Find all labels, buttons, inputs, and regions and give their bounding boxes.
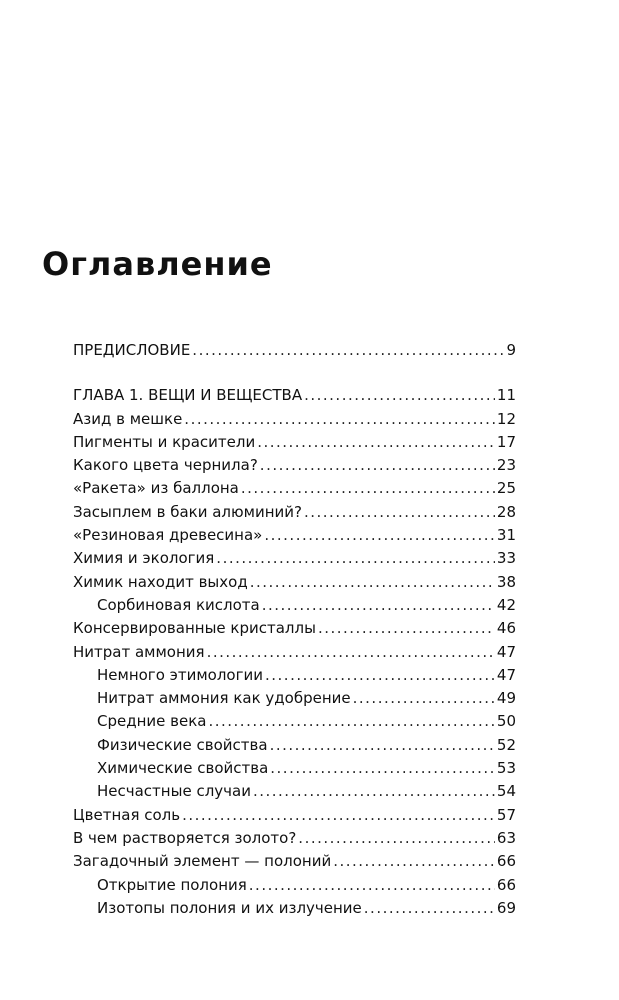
toc-entry-label: Загадочный элемент — полоний: [73, 852, 332, 871]
toc-entry-page: 63: [496, 828, 516, 847]
toc-entry[interactable]: [73, 408, 516, 431]
toc-entry-label: Нитрат аммония: [73, 642, 205, 661]
toc-entry-label: В чем растворяется золото?: [73, 828, 297, 847]
dot-leader: [182, 804, 495, 827]
toc-subentry[interactable]: [73, 897, 516, 920]
toc-entry[interactable]: [73, 571, 516, 594]
dot-leader: [208, 710, 494, 733]
toc-entry[interactable]: [73, 804, 516, 827]
dot-leader: [298, 827, 495, 850]
toc-entry-label: Несчастные случаи: [97, 782, 251, 801]
toc-subentry[interactable]: [73, 780, 516, 803]
dot-leader: [270, 757, 495, 780]
toc-subentry[interactable]: [73, 757, 516, 780]
table-of-contents: [73, 339, 516, 920]
dot-leader: [265, 664, 495, 687]
toc-subentry[interactable]: [73, 710, 516, 733]
dot-leader: [353, 687, 495, 710]
dot-leader: [260, 454, 495, 477]
toc-entry[interactable]: [73, 431, 516, 454]
toc-entry-label: ПРЕДИСЛОВИЕ: [73, 341, 191, 359]
toc-entry[interactable]: [73, 477, 516, 500]
toc-entry-label: Химические свойства: [97, 759, 269, 778]
toc-entry[interactable]: [73, 827, 516, 850]
dot-leader: [184, 408, 495, 431]
dot-leader: [333, 850, 495, 873]
toc-entry-page: 50: [496, 712, 516, 731]
toc-entry-page: 49: [496, 689, 516, 708]
toc-entry-page: 53: [496, 759, 516, 778]
dot-leader: [264, 524, 495, 547]
toc-entry-page: 46: [496, 619, 516, 638]
toc-entry-label: ГЛАВА 1. ВЕЩИ И ВЕЩЕСТВА: [73, 386, 303, 405]
toc-entry-label: Химия и экология: [73, 549, 215, 568]
toc-entry-page: 31: [496, 526, 516, 545]
toc-entry-page: 17: [496, 432, 516, 451]
dot-leader: [241, 477, 495, 500]
toc-entry-label: Физические свойства: [97, 735, 268, 754]
toc-entry-label: Сорбиновая кислота: [97, 595, 260, 614]
toc-entry-label: Консервированные кристаллы: [73, 619, 316, 638]
toc-entry-page: 47: [496, 665, 516, 684]
toc-entry-label: «Резиновая древесина»: [73, 526, 263, 545]
toc-entry-page: 52: [496, 735, 516, 754]
toc-entry-label: Немного этимологии: [97, 665, 263, 684]
toc-entry-label: Нитрат аммония как удобрение: [97, 689, 351, 708]
dot-leader: [250, 571, 495, 594]
page-title: Оглавление: [42, 245, 273, 283]
toc-entry-label: Химик находит выход: [73, 572, 248, 591]
toc-entry[interactable]: [73, 454, 516, 477]
dot-leader: [304, 501, 495, 524]
toc-entry-label: Пигменты и красители: [73, 432, 256, 451]
toc-subentry[interactable]: [73, 734, 516, 757]
toc-subentry[interactable]: [73, 874, 516, 897]
toc-subentry[interactable]: [73, 664, 516, 687]
dot-leader: [207, 641, 495, 664]
dot-leader: [192, 339, 504, 362]
dot-leader: [257, 431, 495, 454]
toc-entry-page: 11: [496, 386, 516, 405]
dot-leader: [364, 897, 495, 920]
toc-entry-label: Азид в мешке: [73, 409, 183, 428]
toc-entry-page: 42: [496, 595, 516, 614]
toc-entry-page: 57: [496, 805, 516, 824]
toc-entry-page: 9: [506, 341, 516, 359]
toc-entry[interactable]: [73, 524, 516, 547]
toc-entry-label: Открытие полония: [97, 875, 247, 894]
toc-entry-page: 12: [496, 409, 516, 428]
toc-entry[interactable]: [73, 501, 516, 524]
toc-entry[interactable]: [73, 850, 516, 873]
dot-leader: [262, 594, 495, 617]
toc-entry-page: 25: [496, 479, 516, 498]
toc-entry-page: 54: [496, 782, 516, 801]
toc-entry-page: 28: [496, 502, 516, 521]
toc-entry-label: Цветная соль: [73, 805, 181, 824]
toc-entry[interactable]: [73, 617, 516, 640]
toc-subentry[interactable]: [73, 594, 516, 617]
toc-entry[interactable]: [73, 547, 516, 570]
toc-entry-page: 23: [496, 456, 516, 475]
toc-entry-label: Средние века: [97, 712, 207, 731]
toc-entry-label: Изотопы полония и их излучение: [97, 898, 362, 917]
dot-leader: [249, 874, 495, 897]
dot-leader: [216, 547, 495, 570]
toc-entry-label: Засыплем в баки алюминий?: [73, 502, 302, 521]
dot-leader: [253, 780, 495, 803]
toc-entry-page: 66: [496, 852, 516, 871]
dot-leader: [304, 384, 495, 407]
dot-leader: [318, 617, 495, 640]
toc-subentry[interactable]: [73, 687, 516, 710]
toc-entry-label: «Ракета» из баллона: [73, 479, 239, 498]
toc-entry-page: 47: [496, 642, 516, 661]
toc-entry-page: 38: [496, 572, 516, 591]
toc-entry-page: 66: [496, 875, 516, 894]
dot-leader: [270, 734, 495, 757]
toc-entry-chapter-1[interactable]: [73, 384, 516, 407]
toc-entry[interactable]: [73, 641, 516, 664]
toc-entry-preface[interactable]: [73, 339, 516, 362]
toc-entry-page: 69: [496, 898, 516, 917]
toc-entry-label: Какого цвета чернила?: [73, 456, 258, 475]
toc-entry-page: 33: [496, 549, 516, 568]
